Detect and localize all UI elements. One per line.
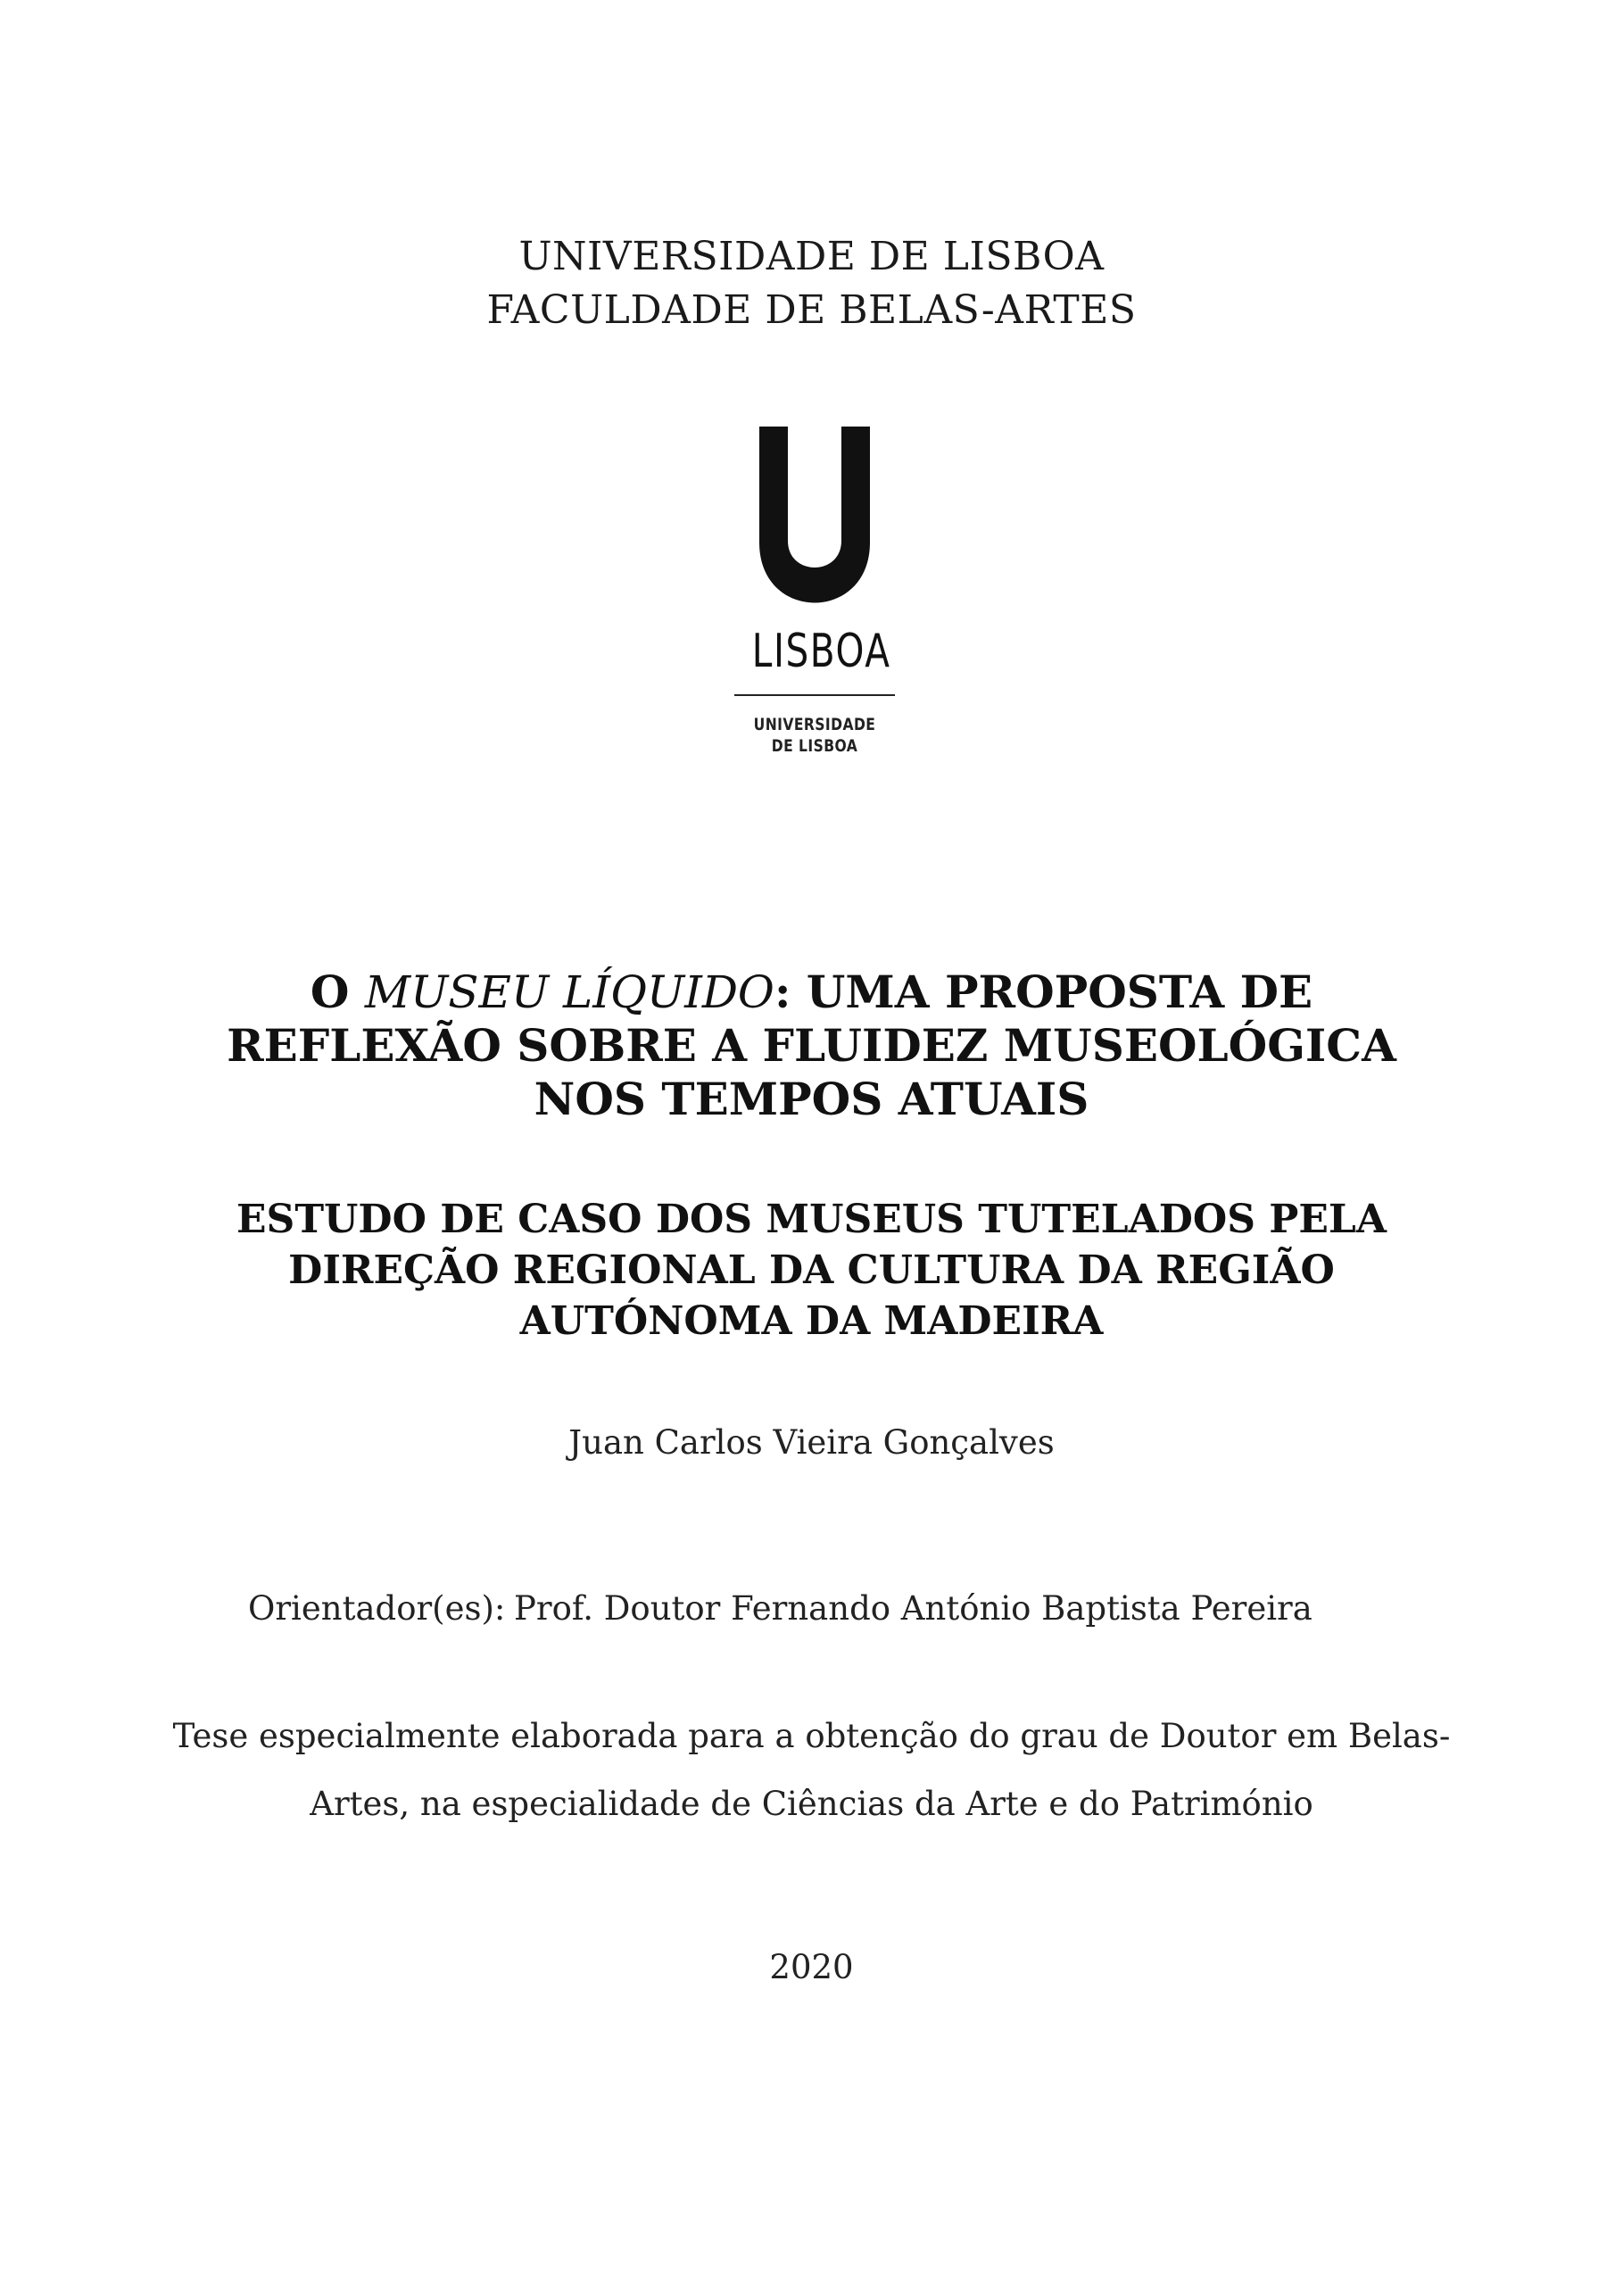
thesis-note	[0, 1703, 1623, 1838]
logo-divider	[734, 694, 895, 696]
logo-sub-line1: UNIVERSIDADE	[753, 715, 876, 734]
title-line1-rest: : UMA PROPOSTA DE	[774, 966, 1313, 1018]
title-line-3: NOS TEMPOS ATUAIS	[534, 1073, 1089, 1125]
subtitle-line-3: AUTÓNOMA DA MADEIRA	[519, 1298, 1104, 1344]
subtitle-line-2: DIREÇÃO REGIONAL DA CULTURA DA REGIÃO	[288, 1247, 1335, 1293]
thesis-note-line-2: Artes, na especialidade de Ciências da Arte e do Património	[310, 1785, 1313, 1823]
advisor-line	[248, 1587, 1312, 1631]
logo-sub-line2: DE LISBOA	[771, 736, 858, 756]
thesis-note-line-1: Tese especialmente elaborada para a obtenção do grau de Doutor em Belas-	[172, 1717, 1451, 1755]
subtitle-line-1: ESTUDO DE CASO DOS MUSEUS TUTELADOS PELA	[236, 1197, 1387, 1242]
thesis-title	[0, 966, 1623, 1126]
university-name: UNIVERSIDADE DE LISBOA	[518, 234, 1105, 279]
institution-header	[0, 230, 1623, 337]
title-line-2: REFLEXÃO SOBRE A FLUIDEZ MUSEOLÓGICA	[227, 1019, 1396, 1072]
thesis-subtitle	[0, 1194, 1623, 1347]
advisor-name: Prof. Doutor Fernando António Baptista Pereira	[514, 1589, 1312, 1628]
author-name: Juan Carlos Vieira Gonçalves	[568, 1423, 1055, 1462]
faculty-name: FACULDADE DE BELAS-ARTES	[486, 287, 1137, 333]
title-italic: MUSEU LÍQUIDO	[364, 966, 774, 1018]
advisor-label: Orientador(es):	[248, 1589, 506, 1628]
title-prefix: O	[310, 966, 365, 1018]
logo-subtitle	[749, 714, 881, 757]
logo-u-icon	[734, 427, 895, 614]
logo-wordmark: LISBOA	[751, 625, 891, 678]
year: 2020	[769, 1948, 854, 1986]
university-logo	[734, 427, 895, 766]
title-line-1	[0, 966, 1623, 1019]
